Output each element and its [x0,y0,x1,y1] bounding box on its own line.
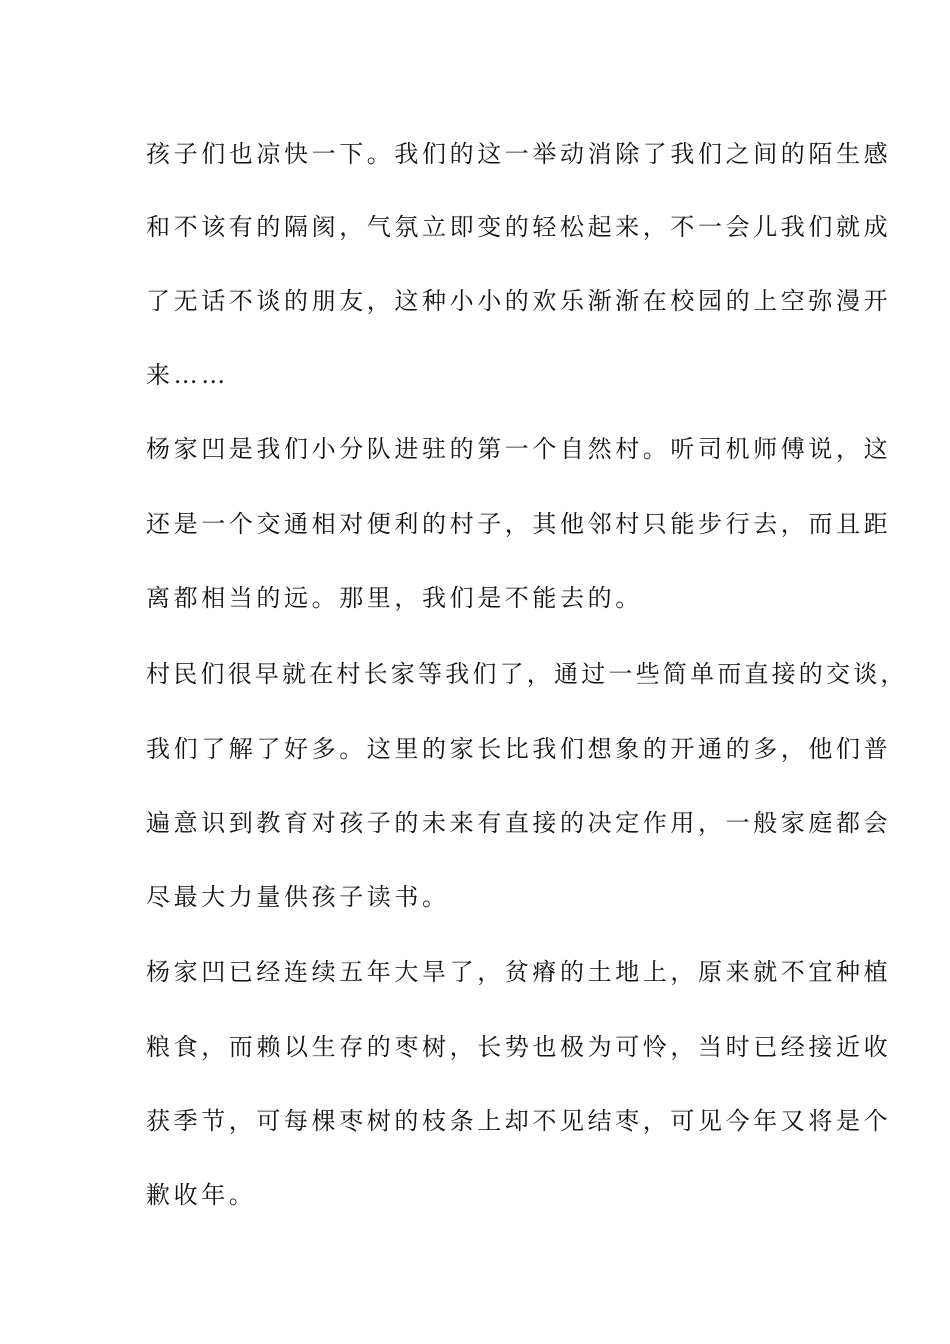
text-line: 离都相当的远。那里，我们是不能去的。 [146,584,643,612]
text-line: 和不该有的隔阂，气氛立即变的轻松起来，不一会儿我们就成 [146,213,892,241]
text-line: 遍意识到教育对孩子的未来有直接的决定作用，一般家庭都会 [146,809,892,837]
text-line: 粮食，而赖以生存的枣树，长势也极为可怜，当时已经接近收 [146,1033,892,1061]
text-line: 获季节，可每棵枣树的枝条上却不见结枣，可见今年又将是个 [146,1107,892,1135]
text-line: 孩子们也凉快一下。我们的这一举动消除了我们之间的陌生感 [146,140,892,168]
text-line: 杨家凹已经连续五年大旱了，贫瘠的土地上，原来就不宜种植 [146,958,892,986]
text-line: 来…… [146,361,229,389]
text-line: 歉收年。 [146,1181,257,1209]
text-line: 尽最大力量供孩子读书。 [146,883,450,911]
text-line: 我们了解了好多。这里的家长比我们想象的开通的多，他们普 [146,735,892,763]
text-line: 村民们很早就在村长家等我们了，通过一些简单而直接的交谈， [146,660,908,688]
text-line: 还是一个交通相对便利的村子，其他邻村只能步行去，而且距 [146,510,892,538]
text-line: 杨家凹是我们小分队进驻的第一个自然村。听司机师傅说，这 [146,435,892,463]
text-line: 了无话不谈的朋友，这种小小的欢乐渐渐在校园的上空弥漫开 [146,287,892,315]
